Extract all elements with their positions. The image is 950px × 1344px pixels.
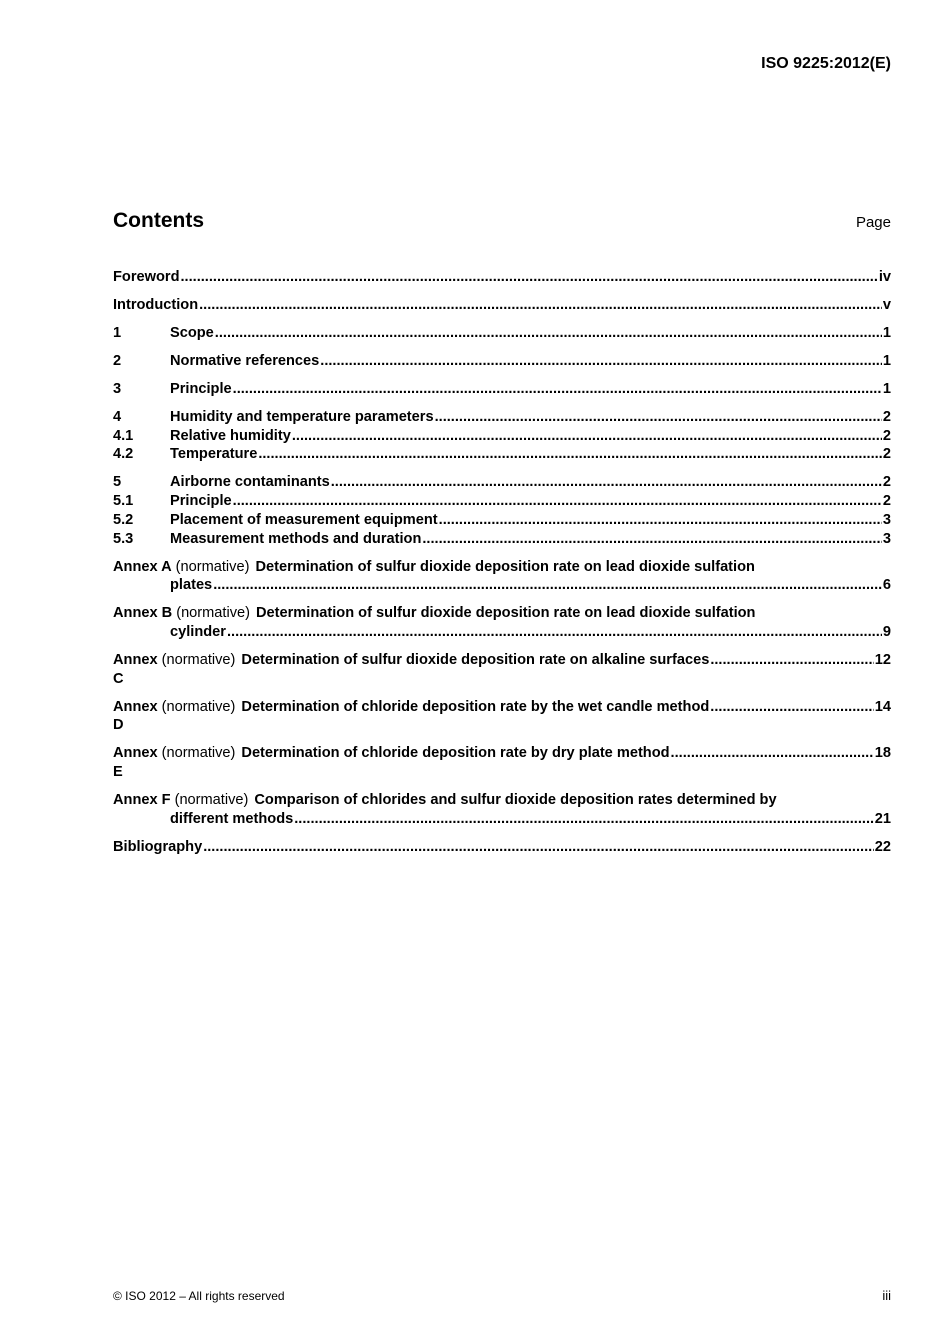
clause-number: 3	[113, 381, 122, 397]
annex-kind: (normative)	[176, 605, 250, 622]
dot-leader	[215, 324, 882, 343]
toc-entry-principle-5-1[interactable]: 5.1 Principle ..... 2	[113, 492, 891, 511]
toc-page-number: 9	[882, 623, 891, 640]
toc-page-number: iv	[878, 269, 891, 285]
contents-heading	[113, 209, 891, 233]
toc-page-number: 2	[882, 493, 891, 510]
toc-entry-airborne-contaminants[interactable]: 5 Airborne contaminants ..... 2	[113, 473, 891, 492]
dot-leader	[320, 352, 882, 371]
toc-page-number: 18	[874, 745, 891, 762]
toc-entry-measurement-methods[interactable]: 5.3 Measurement methods and duration ..... 3	[113, 530, 891, 549]
dot-leader	[710, 698, 873, 717]
annex-kind: (normative)	[161, 651, 236, 668]
annex-title: Determination of sulfur dioxide deposition rate on lead dioxide sulfation	[255, 558, 755, 575]
annex-label: Annex C	[113, 651, 158, 687]
dot-leader	[422, 530, 882, 549]
annex-title: Determination of sulfur dioxide deposition rate on alkaline surfaces	[241, 651, 710, 668]
clause-number: 4.1	[113, 427, 134, 444]
toc-entry-humidity-temperature[interactable]: 4 Humidity and temperature parameters ..... 2	[113, 408, 891, 427]
toc-page-number: 1	[882, 353, 891, 369]
toc-entry-bibliography[interactable]: Bibliography ..... 22	[113, 838, 891, 857]
toc-entry-annex-e[interactable]	[113, 744, 891, 781]
annex-title-cont: cylinder	[170, 623, 226, 640]
clause-number: 4.2	[113, 446, 134, 463]
toc-entry-scope[interactable]: 1 Scope ..... 1	[113, 324, 891, 343]
toc-page-number: 1	[882, 381, 891, 397]
dot-leader	[294, 810, 874, 829]
dot-leader	[435, 408, 882, 427]
clause-number: 2	[113, 353, 122, 369]
annex-label: Annex D	[113, 698, 158, 734]
document-reference: ISO 9225:2012(E)	[761, 55, 891, 72]
clause-number: 5.2	[113, 511, 134, 528]
toc-entry-normative-references[interactable]: 2 Normative references ..... 1	[113, 352, 891, 371]
toc-entry-annex-c[interactable]	[113, 651, 891, 688]
toc-entry-annex-f[interactable]	[113, 791, 891, 828]
footer-page-number: iii	[882, 1288, 891, 1303]
toc-entry-foreword[interactable]: Foreword ..... iv	[113, 268, 891, 287]
toc-entry-temperature[interactable]: 4.2 Temperature ..... 2	[113, 445, 891, 464]
clause-number: 5	[113, 474, 122, 491]
annex-title-cont: plates	[170, 577, 213, 594]
toc-entry-principle[interactable]: 3 Principle ..... 1	[113, 380, 891, 399]
dot-leader	[331, 473, 882, 492]
annex-title: Comparison of chlorides and sulfur dioxide deposition rates determined by	[254, 792, 777, 809]
dot-leader	[439, 511, 882, 530]
toc-page-number: 1	[882, 325, 891, 341]
toc-entry-annex-a[interactable]	[113, 558, 891, 595]
toc-entry-introduction[interactable]: Introduction ..... v	[113, 296, 891, 315]
dot-leader	[710, 651, 873, 670]
annex-title: Determination of chloride deposition rate by dry plate method	[241, 745, 670, 762]
annex-kind: (normative)	[174, 792, 249, 809]
clause-number: 1	[113, 325, 122, 341]
contents-title: Contents	[113, 209, 204, 232]
dot-leader	[180, 268, 877, 287]
dot-leader	[199, 296, 882, 315]
annex-title: Determination of sulfur dioxide deposition rate on lead dioxide sulfation	[256, 605, 756, 622]
dot-leader	[258, 445, 882, 464]
dot-leader	[213, 576, 882, 595]
toc-page-number: 12	[874, 651, 891, 668]
dot-leader	[292, 427, 882, 446]
toc-entry-annex-d[interactable]	[113, 698, 891, 735]
toc-entry-relative-humidity[interactable]: 4.1 Relative humidity ..... 2	[113, 427, 891, 446]
annex-kind: (normative)	[161, 698, 236, 715]
toc-page-number: 21	[874, 810, 891, 827]
dot-leader	[227, 623, 882, 642]
table-of-contents	[113, 268, 891, 856]
annex-label: Annex F	[113, 792, 171, 809]
page-column-label: Page	[855, 214, 891, 231]
dot-leader	[671, 744, 874, 763]
clause-number: 5.3	[113, 530, 134, 547]
annex-label: Annex E	[113, 745, 158, 781]
annex-kind: (normative)	[161, 745, 236, 762]
toc-page-number: 3	[882, 530, 891, 547]
toc-page-number: 2	[882, 427, 891, 444]
dot-leader	[203, 838, 874, 857]
annex-label: Annex A	[113, 558, 172, 575]
dot-leader	[233, 380, 882, 399]
dot-leader	[233, 492, 882, 511]
toc-page-number: 2	[882, 409, 891, 425]
toc-page-number: 14	[874, 698, 891, 715]
toc-page-number: 2	[882, 474, 891, 491]
toc-page-number: 3	[882, 511, 891, 528]
toc-page-number: 6	[882, 577, 891, 594]
toc-page-number: 22	[874, 838, 891, 855]
toc-entry-placement-equipment[interactable]: 5.2 Placement of measurement equipment ..... 3	[113, 511, 891, 530]
clause-number: 5.1	[113, 493, 134, 510]
toc-entry-annex-b[interactable]	[113, 604, 891, 641]
annex-label: Annex B	[113, 605, 173, 622]
footer-copyright: © ISO 2012 – All rights reserved	[113, 1289, 285, 1303]
annex-title: Determination of chloride deposition rate by the wet candle method	[241, 698, 710, 715]
annex-kind: (normative)	[175, 558, 250, 575]
toc-page-number: 2	[882, 446, 891, 463]
toc-page-number: v	[882, 297, 891, 313]
clause-number: 4	[113, 409, 122, 425]
annex-title-cont: different methods	[170, 810, 294, 827]
